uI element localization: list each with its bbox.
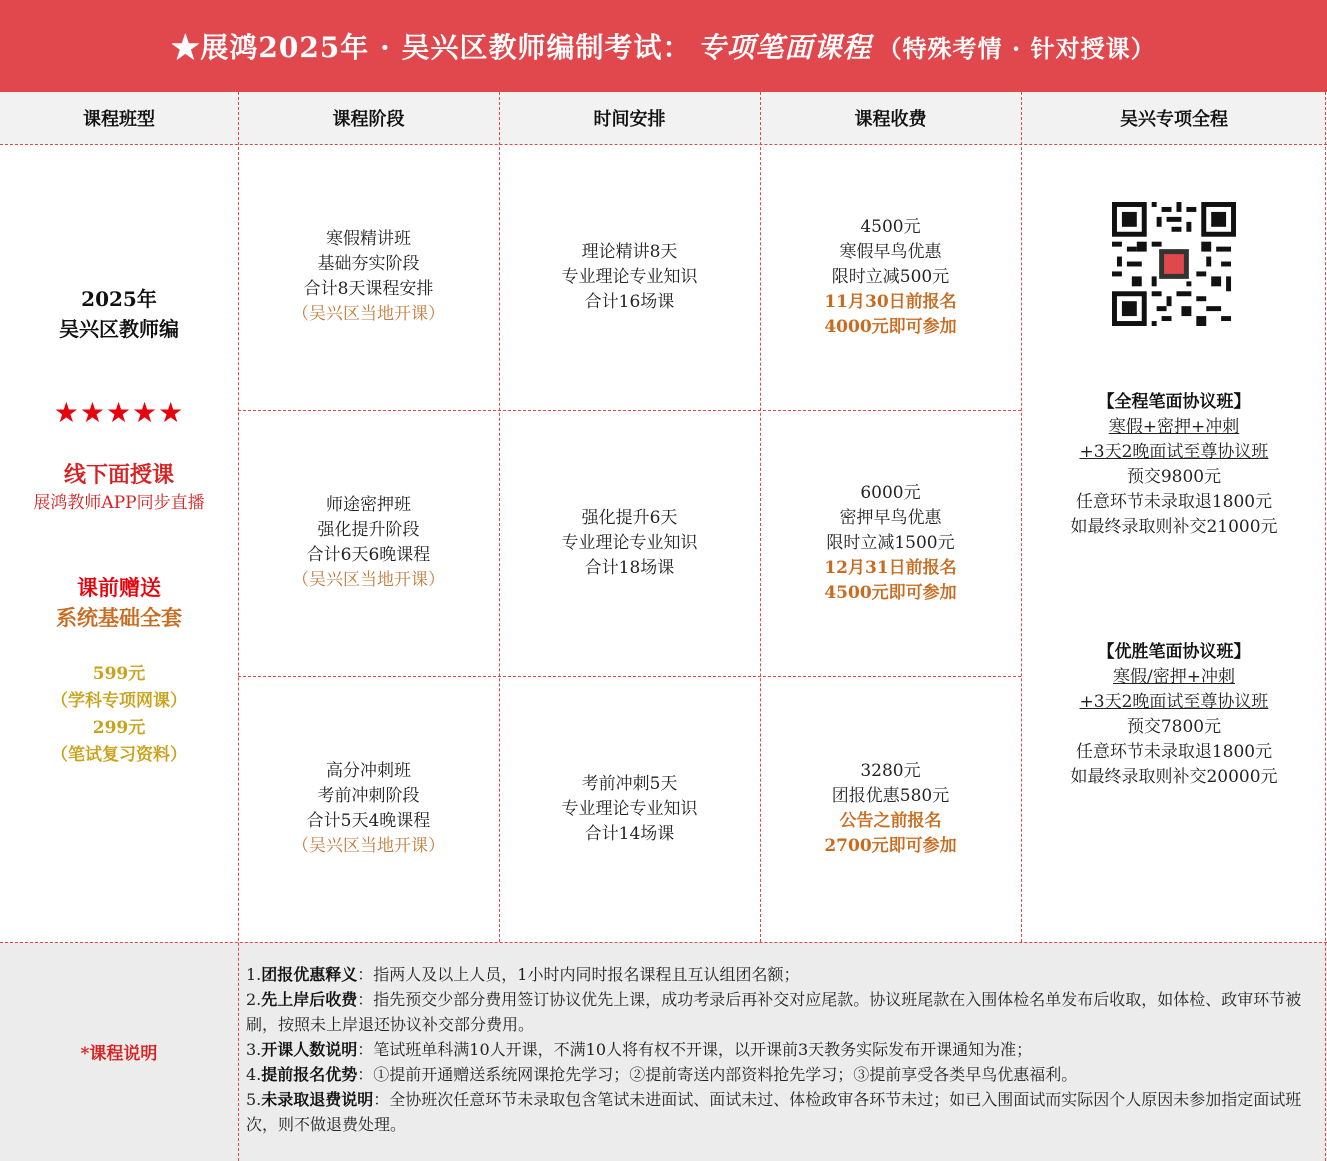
note-key: 提前报名优势 xyxy=(261,1065,358,1084)
protocol-1-link-1[interactable]: 寒假+密押+冲刺 xyxy=(1108,417,1240,437)
gift-price-1: 599元 xyxy=(92,664,146,684)
fee-discount: 团报优惠580元 xyxy=(831,786,950,806)
fee-deadline: 12月31日前报名 xyxy=(824,557,957,578)
divider xyxy=(238,676,1021,677)
stage-name: 寒假精讲班 xyxy=(326,229,411,249)
fee-reduction: 限时立减1500元 xyxy=(826,532,955,553)
fee-price: 3280元 xyxy=(860,761,921,781)
divider xyxy=(0,144,1327,145)
stage-local: （吴兴区当地开课） xyxy=(292,570,445,590)
stage-phase: 考前冲刺阶段 xyxy=(317,786,420,806)
divider xyxy=(0,942,1327,943)
schedule-cell-1 xyxy=(499,144,760,410)
fee-discount: 密押早鸟优惠 xyxy=(839,507,942,528)
note-key: 先上岸后收费 xyxy=(261,990,358,1009)
protocol-2-line-2: 任意环节未录取退1800元 xyxy=(1075,742,1273,762)
rating-stars: ★★★★★ xyxy=(53,396,185,429)
note-item xyxy=(246,1037,1315,1062)
gift-price-2-desc: （笔试复习资料） xyxy=(51,745,187,765)
notes-label: *课程说明 xyxy=(80,1044,158,1064)
note-item xyxy=(246,1062,1315,1087)
note-item xyxy=(246,987,1315,1037)
note-num: 4. xyxy=(246,1065,262,1084)
schedule-subject: 专业理论专业知识 xyxy=(561,266,698,287)
stage-cell-3 xyxy=(238,676,499,942)
header-stage: 课程阶段 xyxy=(238,92,499,144)
header-class-type: 课程班型 xyxy=(0,92,238,144)
fee-deadline: 11月30日前报名 xyxy=(824,291,957,312)
protocol-1-title: 【全程笔面协议班】 xyxy=(1097,392,1251,412)
gift-price-1-desc: （学科专项网课） xyxy=(51,691,187,711)
schedule-sessions: 合计16场课 xyxy=(584,291,675,312)
fee-cell-2 xyxy=(760,410,1021,676)
title-main: ★展鸿2025年 · 吴兴区教师编制考试： xyxy=(171,31,692,64)
fee-final: 4500元即可参加 xyxy=(824,582,957,603)
full-course-cell xyxy=(1021,144,1327,942)
stage-total: 合计5天4晚课程 xyxy=(306,811,431,831)
fee-reduction: 限时立减500元 xyxy=(831,266,950,287)
protocol-2-line-1: 预交7800元 xyxy=(1126,717,1222,737)
class-type-cell xyxy=(0,144,238,942)
note-key: 未录取退费说明 xyxy=(261,1090,374,1109)
fee-discount: 寒假早鸟优惠 xyxy=(839,241,942,262)
fee-cell-1 xyxy=(760,144,1021,410)
header-full-course: 吴兴专项全程 xyxy=(1021,92,1327,144)
stage-name: 师途密押班 xyxy=(326,495,411,515)
note-text: ：指先预交少部分费用签订协议优先上课，成功考录后再补交对应尾款。协议班尾款在入围体检名单发布后收取，如体检、政审环节被刷，按照未上岸退还协议补交部分费用。 xyxy=(246,990,1302,1034)
stage-cell-2 xyxy=(238,410,499,676)
note-text: ：①提前开通赠送系统网课抢先学习；②提前寄送内部资料抢先学习；③提前享受各类早鸟优惠福利。 xyxy=(357,1065,1078,1084)
live-stream-note: 展鸿教师APP同步直播 xyxy=(33,493,205,513)
note-num: 2. xyxy=(246,990,262,1009)
qr-code-icon[interactable] xyxy=(1112,202,1236,326)
protocol-1-line-1: 预交9800元 xyxy=(1126,467,1222,487)
fee-deadline: 公告之前报名 xyxy=(839,811,942,831)
protocol-2-title: 【优胜笔面协议班】 xyxy=(1097,642,1251,662)
divider xyxy=(238,410,1021,411)
schedule-cell-3 xyxy=(499,676,760,942)
gift-name: 系统基础全套 xyxy=(56,605,182,630)
divider xyxy=(1021,92,1022,942)
class-year: 2025年 xyxy=(81,287,157,311)
note-item xyxy=(246,962,1315,987)
stage-local: （吴兴区当地开课） xyxy=(292,836,445,856)
note-key: 开课人数说明 xyxy=(261,1040,358,1059)
schedule-days: 理论精讲8天 xyxy=(581,241,678,262)
protocol-2-link-1[interactable]: 寒假/密押+冲刺 xyxy=(1113,667,1235,687)
stage-local: （吴兴区当地开课） xyxy=(292,304,445,324)
schedule-days: 强化提升6天 xyxy=(581,507,678,528)
divider xyxy=(760,92,761,942)
stage-cell-1 xyxy=(238,144,499,410)
notes-label-cell xyxy=(0,942,238,1161)
class-name: 吴兴区教师编 xyxy=(59,317,179,341)
stage-phase: 基础夯实阶段 xyxy=(317,254,420,274)
fee-final: 2700元即可参加 xyxy=(824,836,957,856)
schedule-sessions: 合计18场课 xyxy=(584,557,675,578)
protocol-1-line-3: 如最终录取则补交21000元 xyxy=(1070,517,1278,537)
schedule-sessions: 合计14场课 xyxy=(584,823,675,844)
note-item xyxy=(246,1087,1315,1137)
schedule-subject: 专业理论专业知识 xyxy=(561,532,698,553)
stage-name: 高分冲刺班 xyxy=(326,761,411,781)
course-table xyxy=(0,92,1327,1161)
divider xyxy=(238,92,239,1161)
note-text: ：全协班次任意环节未录取包含笔试未进面试、面试未过、体检政审各环节未过；如已入围面试而实际因个人原因未参加指定面试班次，则不做退费处理。 xyxy=(246,1090,1302,1134)
protocol-2-line-3: 如最终录取则补交20000元 xyxy=(1070,767,1278,787)
fee-final: 4000元即可参加 xyxy=(824,316,957,337)
title-sub: （特殊考情 · 针对授课） xyxy=(877,33,1156,63)
divider xyxy=(499,92,500,942)
note-num: 1. xyxy=(246,965,262,984)
notes-cell xyxy=(238,942,1327,1161)
stage-phase: 强化提升阶段 xyxy=(317,520,420,540)
stage-total: 合计8天课程安排 xyxy=(303,279,434,299)
note-text: ：指两人及以上人员，1小时内同时报名课程且互认组团名额； xyxy=(357,965,800,984)
protocol-2-link-2[interactable]: +3天2晚面试至尊协议班 xyxy=(1079,692,1269,712)
note-num: 5. xyxy=(246,1090,262,1109)
note-key: 团报优惠释义 xyxy=(261,965,358,984)
fee-price: 4500元 xyxy=(860,216,921,237)
gift-price-2: 299元 xyxy=(92,718,146,738)
header-schedule: 时间安排 xyxy=(499,92,760,144)
fee-cell-3 xyxy=(760,676,1021,942)
note-num: 3. xyxy=(246,1040,262,1059)
stage-total: 合计6天6晚课程 xyxy=(306,545,431,565)
schedule-cell-2 xyxy=(499,410,760,676)
divider xyxy=(1325,92,1326,1161)
schedule-days: 考前冲刺5天 xyxy=(581,773,678,794)
header-fee: 课程收费 xyxy=(760,92,1021,144)
note-text: ：笔试班单科满10人开课，不满10人将有权不开课，以开课前3天教务实际发布开课通知为准； xyxy=(357,1040,1033,1059)
protocol-1-link-2[interactable]: +3天2晚面试至尊协议班 xyxy=(1079,442,1269,462)
title-italic: 专项笔面课程 xyxy=(697,31,872,64)
protocol-1-line-2: 任意环节未录取退1800元 xyxy=(1075,492,1273,512)
class-mode: 线下面授课 xyxy=(63,462,174,488)
gift-title: 课前赠送 xyxy=(77,575,161,600)
page-title xyxy=(0,0,1327,92)
schedule-subject: 专业理论专业知识 xyxy=(561,798,698,819)
fee-price: 6000元 xyxy=(860,482,921,503)
